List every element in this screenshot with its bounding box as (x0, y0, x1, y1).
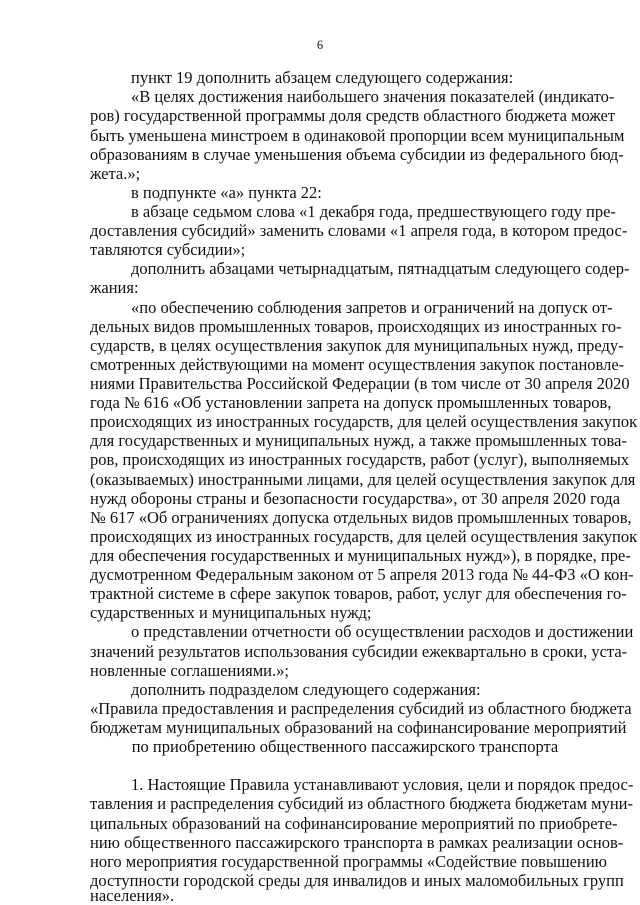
text-line: дусмотренном Федеральным законом от 5 апреля 2013 года № 44-ФЗ «О кон- (90, 565, 634, 584)
text-line: 1. Настоящие Правила устанавливают условия, цели и порядок предос- (131, 775, 634, 794)
text-line: нужд обороны страны и безопасности государства», от 30 апреля 2020 года (90, 489, 621, 508)
text-line: ниями Правительства Российской Федерации (в том числе от 30 апреля 2020 (90, 374, 630, 393)
text-line: дельных видов промышленных товаров, происходящих из иностранных го- (90, 317, 622, 336)
text-line: сударств, в целях осуществления закупок для муниципальных нужд, преду- (90, 336, 624, 355)
text-line: для обеспечения государственных и муниципальных нужд»), в порядке, пре- (90, 546, 631, 565)
text-line: года № 616 «Об установлении запрета на допуск промышленных товаров, (90, 393, 612, 412)
text-line: дополнить подразделом следующего содержания: (131, 680, 481, 699)
text-line: (оказываемых) иностранными лицами, для целей осуществления закупок для (90, 470, 636, 489)
text-line: ров) государственной программы доля средств областного бюджета может (90, 106, 616, 125)
text-line: № 617 «Об ограничениях допуска отдельных видов промышленных товаров, (90, 508, 632, 527)
text-line: «по обеспечению соблюдения запретов и ограничений на допуск от- (131, 298, 613, 317)
text-line: дополнить абзацами четырнадцатым, пятнадцатым следующего содер- (131, 259, 630, 278)
text-line: ципальных образований на софинансирование мероприятий по приобрете- (90, 814, 618, 833)
text-line: трактной системе в сфере закупок товаров, работ, услуг для обеспечения го- (90, 584, 627, 603)
section-title-line: «Правила предоставления и распределения субсидий из областного бюджета (90, 699, 632, 718)
text-line: для государственных и муниципальных нужд, а также промышленных това- (90, 431, 627, 450)
section-title-line: по приобретению общественного пассажирского транспорта (131, 737, 559, 756)
text-line: нию общественного пассажирского транспорта в рамках реализации основ- (90, 833, 624, 852)
text-line: доставления субсидий» заменить словами «1 апреля года, в котором предос- (90, 221, 628, 240)
text-line: в подпункте «а» пункта 22: (131, 183, 322, 202)
page-number: 6 (316, 38, 324, 52)
text-line: пункт 19 дополнить абзацем следующего содержания: (131, 68, 514, 87)
text-line: новленные соглашениями.»; (90, 661, 289, 680)
text-line: значений результатов использования субсидии ежеквартально в сроки, уста- (90, 642, 628, 661)
text-line: о представлении отчетности об осуществлении расходов и достижении (131, 622, 634, 641)
text-line: происходящих из иностранных государств, для целей осуществления закупок (90, 412, 638, 431)
text-line: быть уменьшена минстроем в одинаковой пропорции всем муниципальным (90, 126, 625, 145)
text-line: образованиям в случае уменьшения объема субсидии из федерального бюд- (90, 145, 624, 164)
text-line: смотренных действующими на момент осуществления закупок постановле- (90, 355, 625, 374)
text-line: доступности городской среды для инвалидов и иных маломобильных групп (90, 871, 624, 890)
text-line: ров, происходящих из иностранных государств, работ (услуг), выполняемых (90, 450, 630, 469)
text-line: ного мероприятия государственной программы «Содействие повышению (90, 852, 607, 871)
text-line: тавления и распределения субсидий из областного бюджета бюджетам муни- (90, 794, 633, 813)
text-line: жания: (90, 278, 139, 297)
text-line: происходящих из иностранных государств, для целей осуществления закупок (90, 527, 638, 546)
section-title-line: бюджетам муниципальных образований на софинансирование мероприятий (90, 718, 627, 737)
text-line: «В целях достижения наибольшего значения показателей (индикато- (131, 87, 615, 106)
text-line: населения». (90, 886, 175, 905)
text-line: в абзаце седьмом слова «1 декабря года, предшествующего году пре- (131, 202, 616, 221)
text-line: тавляются субсидии»; (90, 240, 246, 259)
text-line: сударственных и муниципальных нужд; (90, 603, 372, 622)
text-line: жета.»; (90, 164, 141, 183)
